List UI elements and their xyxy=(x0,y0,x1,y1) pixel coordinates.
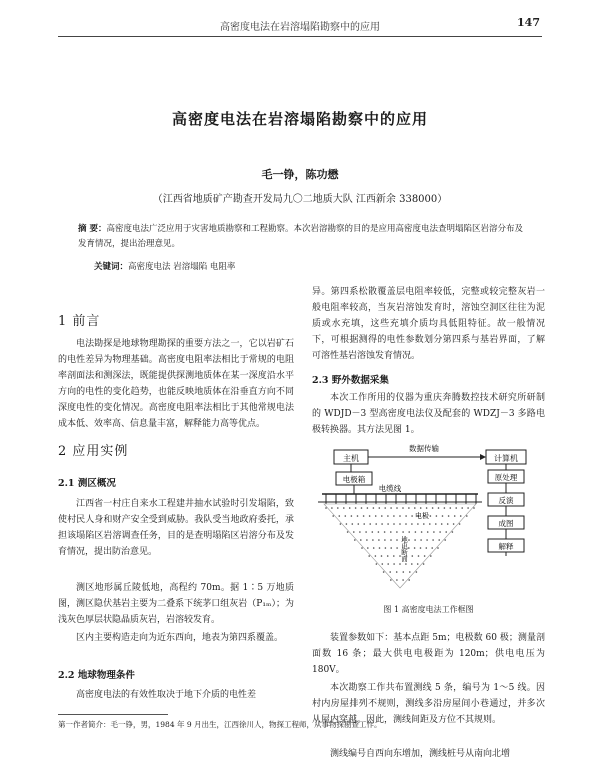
pseudo-section-point xyxy=(442,515,444,517)
authors: 毛一铮，陈功懋 xyxy=(261,168,339,181)
section-2-3-paragraph-4: 测线编号自西向东增加，测线桩号从南向北增 xyxy=(330,749,511,759)
pseudo-section-point xyxy=(399,563,401,565)
pseudo-section-point xyxy=(441,523,443,525)
keywords xyxy=(94,260,235,272)
pseudo-section-point xyxy=(381,523,383,525)
section-2-1-paragraph-2: 测区地形属丘陵低地，高程约 70m。据 1∶5 万地质图，测区隐伏基岩主要为二叠系下统茅口组灰岩（P₁ₘ）；为浅灰色厚层状隐晶质灰岩，岩溶较发育。 xyxy=(58,583,294,625)
pseudo-section-point xyxy=(438,507,440,509)
pseudo-section-point xyxy=(430,555,432,557)
section-2-3-paragraph-1: 本次工作所用的仪器为重庆奔腾数控技术研究所研制的 WDJD－3 型高密度电法仪及配套的 WDZJ－3 多路电极转换器。其方法见图 1。 xyxy=(312,393,545,435)
pseudo-section-point xyxy=(402,531,404,533)
pseudo-section-point xyxy=(444,507,446,509)
pseudo-section-point xyxy=(393,523,395,525)
pseudo-section-point xyxy=(454,515,456,517)
abstract-text: 高密度电法广泛应用于灾害地质勘察和工程勘察。本次岩溶勘察的目的是应用高密度电法查明塌陷区岩溶分布及发育情况，提出治理意见。 xyxy=(78,224,523,249)
pseudo-section-point xyxy=(414,539,416,541)
pseudo-section-point xyxy=(415,531,417,533)
pseudo-section-point xyxy=(396,571,398,573)
pseudo-section-point xyxy=(467,507,469,509)
pseudo-section-point xyxy=(411,523,413,525)
pseudo-section-point xyxy=(448,515,450,517)
pseudo-section-point xyxy=(411,563,413,565)
pseudo-section-point xyxy=(461,507,463,509)
electrode-label: 电极 xyxy=(415,512,429,520)
pseudo-section-point xyxy=(432,539,434,541)
pseudo-section-point xyxy=(412,555,414,557)
pseudo-section-point xyxy=(405,523,407,525)
pseudo-section-point xyxy=(447,523,449,525)
pseudo-section-point xyxy=(437,547,439,549)
pseudo-section-point xyxy=(365,531,367,533)
footnote: 第一作者简介：毛一铮，男，1984 年 9 月出生，江西徐川人，物探工程师，从事物探勘查工作。 xyxy=(58,720,382,729)
pseudo-section-point xyxy=(363,515,365,517)
pseudo-section-point xyxy=(384,531,386,533)
pseudo-section-point xyxy=(360,539,362,541)
pseudo-section-point xyxy=(361,507,363,509)
pseudo-section-point xyxy=(466,515,468,517)
section-2-3-paragraph-2: 装置参数如下：基本点距 5m；电极数 60 极；测量剖面数 16 条；最大供电电极距为 120m；供电电压为 180V。 xyxy=(312,633,545,675)
pseudo-section-point xyxy=(439,531,441,533)
pseudo-section-point xyxy=(417,523,419,525)
pseudo-section-point xyxy=(396,531,398,533)
pseudo-section-point xyxy=(408,507,410,509)
pseudo-section-point xyxy=(354,539,356,541)
pseudo-section-point xyxy=(393,515,395,517)
pseudo-section-point xyxy=(363,523,365,525)
pseudo-section-point xyxy=(375,523,377,525)
figure-1-caption: 图 1 高密度电法工作框图 xyxy=(383,605,474,614)
pseudo-section-point xyxy=(460,515,462,517)
pseudo-section-point xyxy=(423,523,425,525)
pseudo-section-point xyxy=(411,515,413,517)
interpretation-label: 解释 xyxy=(498,542,514,551)
imaging-label: 成图 xyxy=(498,519,514,528)
pseudo-section-point xyxy=(396,547,398,549)
section-2-3-paragraph-3: 本次勘察工作共布置测线 5 条，编号为 1～5 线。因村内房屋排列不规则，测线多沿房屋间小巷通过，并多次从屋内穿越。因此，测线间距及方位不其规则。 xyxy=(312,683,545,725)
pseudo-section-point xyxy=(358,523,360,525)
pseudo-section-point xyxy=(390,507,392,509)
pseudo-section-point xyxy=(396,507,398,509)
pseudo-section-point xyxy=(421,531,423,533)
pseudo-section-point xyxy=(339,515,341,517)
section-2-2-heading: 2.2 地球物理条件 xyxy=(58,670,135,681)
pseudo-section-point xyxy=(414,507,416,509)
pseudo-section-point xyxy=(435,523,437,525)
section-2-1-paragraph-3: 区内主要构造走向为近东西向，地表为第四系覆盖。 xyxy=(76,633,284,643)
data-transfer-label: 数据传输 xyxy=(409,444,439,453)
pseudo-section-point xyxy=(418,555,420,557)
pseudo-section-point xyxy=(381,555,383,557)
pseudo-section-point xyxy=(381,515,383,517)
pseudo-section-point xyxy=(420,539,422,541)
pseudo-section-point xyxy=(379,507,381,509)
pseudo-section-point xyxy=(402,507,404,509)
pseudo-section-point xyxy=(382,563,384,565)
keywords-label: 关键词： xyxy=(94,262,129,272)
pseudo-section-point xyxy=(369,523,371,525)
pseudo-section-point xyxy=(355,507,357,509)
pseudo-section-point xyxy=(420,507,422,509)
section-2-1-paragraph-1: 江西省一村庄自来水工程建井抽水试验时引发塌陷，致使村民人身和财产安全受到威胁。我队受当地政府委托，承担该塌陷区岩溶调查任务，目的是查明塌陷区岩溶分布及发育情况，提出防治意见。 xyxy=(58,499,294,557)
pseudo-section-point xyxy=(444,539,446,541)
pseudo-section-point xyxy=(357,515,359,517)
keywords-text: 高密度电法 岩溶塌陷 电阻率 xyxy=(128,262,236,272)
pseudo-section-point xyxy=(390,547,392,549)
pseudo-section-point xyxy=(346,523,348,525)
pseudo-section-point xyxy=(393,555,395,557)
pseudo-section-point xyxy=(455,507,457,509)
affiliation: （江西省地质矿产勘查开发局九〇二地质大队 江西新余 338000） xyxy=(152,194,448,205)
pseudo-section-point xyxy=(390,539,392,541)
pseudo-section-point xyxy=(416,571,418,573)
pseudo-section-point xyxy=(423,563,425,565)
pseudo-section-point xyxy=(387,563,389,565)
pseudo-section-point xyxy=(372,531,374,533)
data-transfer-arrowhead xyxy=(480,454,486,460)
inversion-label: 反演 xyxy=(498,496,514,505)
pseudo-section-point xyxy=(331,507,333,509)
pseudo-section-point xyxy=(325,507,327,509)
pseudo-section-point xyxy=(369,515,371,517)
section-2-3-heading: 2.3 野外数据采集 xyxy=(312,375,389,386)
pseudo-section-point xyxy=(390,531,392,533)
pseudo-section-point xyxy=(420,547,422,549)
pseudo-section-point xyxy=(353,531,355,533)
paper-title: 高密度电法在岩溶塌陷勘察中的应用 xyxy=(171,110,428,128)
pseudo-section-point xyxy=(375,555,377,557)
pseudo-section-point xyxy=(373,547,375,549)
pseudo-section-point xyxy=(408,547,410,549)
pseudo-section-point xyxy=(367,507,369,509)
running-header-title: 高密度电法在岩溶塌陷勘察中的应用 xyxy=(220,22,380,33)
pseudo-section-point xyxy=(445,531,447,533)
pseudo-section-point xyxy=(417,563,419,565)
pseudo-section-point xyxy=(473,507,475,509)
computer-label: 计算机 xyxy=(494,454,518,463)
pseudo-section-point xyxy=(433,531,435,533)
pseudo-section-point xyxy=(402,579,404,581)
pseudo-section-point xyxy=(438,539,440,541)
pseudo-section-point xyxy=(366,539,368,541)
preprocess-label: 原处理 xyxy=(494,473,518,482)
pseudo-section-point xyxy=(351,515,353,517)
pseudo-section-point xyxy=(393,563,395,565)
pseudo-section-point xyxy=(390,579,392,581)
pseudo-section-point xyxy=(426,507,428,509)
right-paragraph-1: 异。第四系松散覆盖层电阻率较低，完整或较完整灰岩一般电阻率较高，当灰岩溶蚀发育时，溶蚀空洞区往往为泥质或水充填，这些充填介质均具低阻特征。故一般情况下，可根据测得的电性参数划分第四系与基岩界面，了解可溶性基岩溶蚀发育情况。 xyxy=(312,287,545,361)
pseudo-section-point xyxy=(384,539,386,541)
pseudo-section-point xyxy=(450,507,452,509)
pseudo-section-point xyxy=(352,523,354,525)
pseudo-section-point xyxy=(403,571,405,573)
cable-label: 电缆线 xyxy=(378,484,402,493)
pseudo-section-point xyxy=(375,515,377,517)
abstract xyxy=(78,222,523,252)
pseudo-section-point xyxy=(332,515,334,517)
pseudo-section-point xyxy=(426,539,428,541)
pseudo-section-point xyxy=(378,531,380,533)
pseudo-section-point xyxy=(452,531,454,533)
pseudo-section-point xyxy=(431,547,433,549)
pseudo-section-point xyxy=(372,539,374,541)
pseudo-section-point xyxy=(426,547,428,549)
pseudo-section-point xyxy=(408,579,410,581)
pseudo-section-point xyxy=(405,515,407,517)
section-2-1-heading: 2.1 测区概况 xyxy=(58,478,116,489)
pseudo-section-point xyxy=(359,531,361,533)
pseudo-section-point xyxy=(408,539,410,541)
section-1-heading: 1 前言 xyxy=(58,314,101,329)
pseudo-section-point xyxy=(340,523,342,525)
pseudo-section-point xyxy=(436,515,438,517)
pseudo-section-point xyxy=(389,571,391,573)
pseudo-section-point xyxy=(427,531,429,533)
pseudo-section-point xyxy=(459,523,461,525)
pseudo-section-point xyxy=(399,515,401,517)
pseudo-section-point xyxy=(347,531,349,533)
pseudo-section-point xyxy=(408,531,410,533)
pseudo-section-point xyxy=(396,539,398,541)
pseudo-section-point xyxy=(409,571,411,573)
pseudo-section-point xyxy=(361,547,363,549)
pseudo-section-point xyxy=(349,507,351,509)
pseudo-section-point xyxy=(429,523,431,525)
pseudo-section-point xyxy=(376,563,378,565)
abstract-label: 摘 要： xyxy=(78,224,107,234)
host-label: 主机 xyxy=(343,454,359,463)
figure-1-diagram xyxy=(312,438,545,598)
pseudo-section-point xyxy=(373,507,375,509)
pseudo-section-point xyxy=(387,555,389,557)
pseudo-section-point xyxy=(385,547,387,549)
section-1-paragraph: 电法勘探是地球物理勘探的重要方法之一，它以岩矿石的电性差异为物理基础。高密度电阻率法相比于常规的电阻率剖面法和测深法，既能提供探测地质体在某一深度沿水平方向的电性的变化趋势，也能反映地质体在沿垂直方向不同深度电性的变化情况。高密度电阻率法相比于其他常规电法成本低、效率高、信息量丰富，解释能力高等优点。 xyxy=(58,339,294,429)
pseudo-section-point xyxy=(343,507,345,509)
header-rule xyxy=(58,36,542,37)
pseudo-section-point xyxy=(367,547,369,549)
section-label: 地电断面 xyxy=(400,536,408,562)
pseudo-section-point xyxy=(453,523,455,525)
pseudo-section-point xyxy=(424,555,426,557)
pseudo-section-point xyxy=(414,547,416,549)
pseudo-section-point xyxy=(430,515,432,517)
pseudo-section-point xyxy=(379,547,381,549)
pseudo-section-point xyxy=(345,515,347,517)
pseudo-section-point xyxy=(405,563,407,565)
pseudo-section-point xyxy=(387,523,389,525)
pseudo-section-point xyxy=(383,571,385,573)
section-2-heading: 2 应用实例 xyxy=(58,444,129,459)
pseudo-section-point xyxy=(432,507,434,509)
pseudo-section-point xyxy=(384,507,386,509)
pseudo-section-point xyxy=(337,507,339,509)
pseudo-section-point xyxy=(396,579,398,581)
figure-1 xyxy=(312,438,545,623)
section-2-2-paragraph: 高密度电法的有效性取决于地下介质的电性差 xyxy=(76,690,257,700)
switch-label: 电极箱 xyxy=(342,475,366,484)
pseudo-section-point xyxy=(399,523,401,525)
footnote-rule xyxy=(58,714,168,715)
pseudo-section-point xyxy=(368,555,370,557)
pseudo-section-point xyxy=(387,515,389,517)
pseudo-section-point xyxy=(378,539,380,541)
page-number: 147 xyxy=(517,16,540,29)
